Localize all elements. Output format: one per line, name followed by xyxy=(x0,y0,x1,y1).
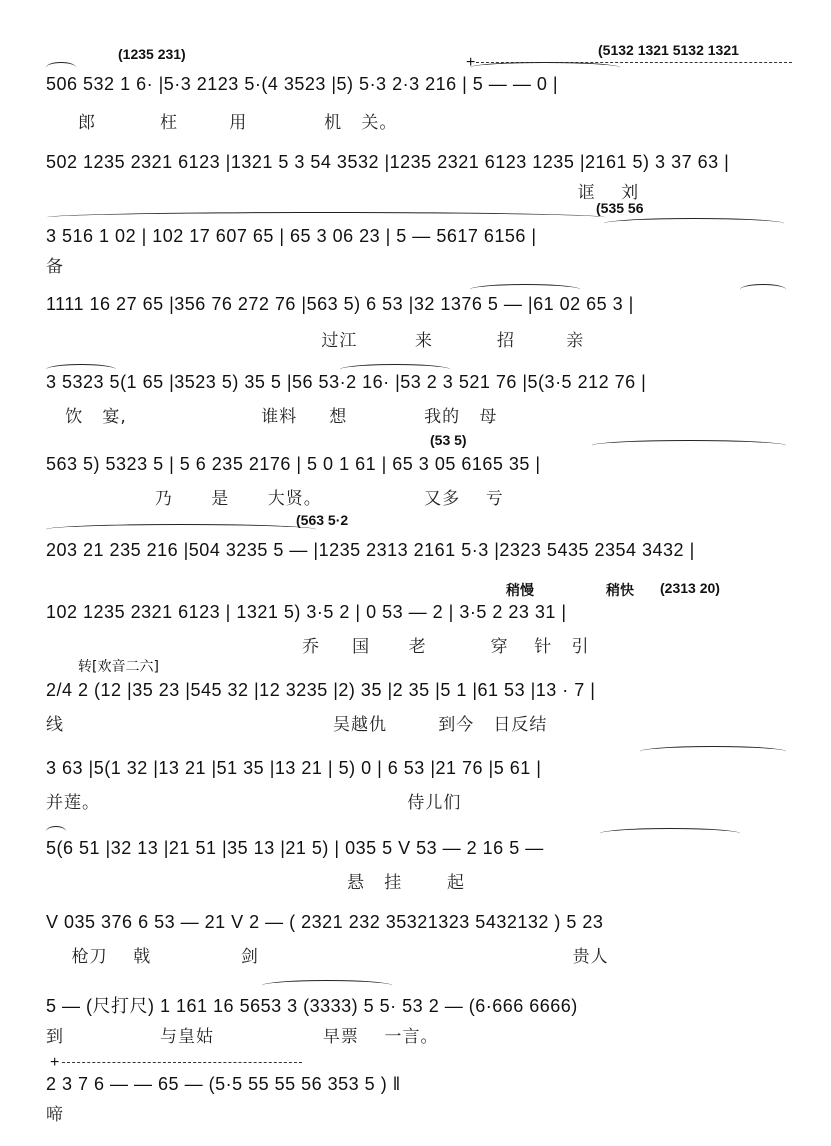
slur-icon xyxy=(46,524,316,535)
plus-mark-icon: + xyxy=(466,54,476,71)
slur-icon xyxy=(470,62,620,73)
notation-line: 502 1235 2321 6123 |1321 5 3 54 3532 |1235 2321 6123 1235 |2161 5) 3 37 63 | xyxy=(46,152,730,172)
slur-icon xyxy=(262,980,392,991)
annotation: (1235 231) xyxy=(118,46,186,62)
slur-icon xyxy=(592,440,786,451)
notation-line: 563 5) 5323 5 | 5 6 235 2176 | 5 0 1 61 | 65 3 05 6165 35 | xyxy=(46,454,541,474)
notation-line: 102 1235 2321 6123 | 1321 5) 3·5 2 | 0 53 — 2 | 3·5 2 23 31 | xyxy=(46,602,567,622)
lyric-line: 郎 枉 用 机 关。 xyxy=(46,113,398,133)
lyric-line: 诓 刘 xyxy=(46,183,640,203)
slur-icon xyxy=(640,746,786,757)
notation-line: 1111 16 27 65 |356 76 272 76 |563 5) 6 53 |32 1376 5 — |61 02 65 3 | xyxy=(46,294,634,314)
lyric-line: 线 吴越仇 到今 日反结 xyxy=(46,715,548,735)
annotation: (53 5) xyxy=(430,432,467,448)
plus-mark-icon: + xyxy=(50,1054,60,1071)
annotation: (5132 1321 5132 1321 xyxy=(598,42,739,58)
lyric-line: 饮 宴, 谁料 想 我的 母 xyxy=(46,407,498,427)
annotation: (563 5·2 xyxy=(296,512,349,528)
notation-line: 203 21 235 216 |504 3235 5 — |1235 2313 2161 5·3 |2323 5435 2354 3432 | xyxy=(46,540,695,560)
slur-icon xyxy=(46,212,606,223)
slur-icon xyxy=(46,62,76,73)
lyric-line: 悬 挂 起 xyxy=(46,873,466,893)
notation-line: 3 516 1 02 | 102 17 607 65 | 65 3 06 23 | 5 — 5617 6156 | xyxy=(46,226,537,246)
notation-line: 3 5323 5(1 65 |3523 5) 35 5 |56 53·2 16· |53 2 3 521 76 |5(3·5 212 76 | xyxy=(46,372,647,392)
tempo-marking: 稍快 xyxy=(606,582,634,598)
lyric-line: 备 xyxy=(46,257,64,277)
notation-line: V 035 376 6 53 — 21 V 2 — ( 2321 232 35321323 5432132 ) 5 23 xyxy=(46,912,604,932)
lyric-line: 枪刀 戟 剑 贵人 xyxy=(46,947,609,967)
section-label: 转[欢音二六] xyxy=(78,659,159,675)
notation-line: 5(6 51 |32 13 |21 51 |35 13 |21 5) | 035 5 V 53 — 2 16 5 — xyxy=(46,838,544,858)
lyric-line: 乃 是 大贤。 又多 亏 xyxy=(46,489,504,509)
lyric-line: 到 与皇姑 早票 一言。 xyxy=(46,1027,439,1047)
notation-line: 2/4 2 (12 |35 23 |545 32 |12 3235 |2) 35 |2 35 |5 1 |61 53 |13 · 7 | xyxy=(46,680,596,700)
notation-line: 5 — (尺打尺) 1 161 16 5653 3 (3333) 5 5· 53 2 — (6·666 6666) xyxy=(46,996,578,1016)
lyric-line: 啼 xyxy=(46,1105,64,1125)
dashed-line xyxy=(62,1062,302,1063)
annotation: (535 56 xyxy=(596,200,644,216)
lyric-line: 并莲。 侍儿们 xyxy=(46,793,462,813)
notation-line: 3 63 |5(1 32 |13 21 |51 35 |13 21 | 5) 0 | 6 53 |21 76 |5 61 | xyxy=(46,758,542,778)
notation-line: 2 3 7 6 — — 65 — (5·5 55 55 56 353 5 ) ‖ xyxy=(46,1074,401,1094)
lyric-line: 过江 来 招 亲 xyxy=(46,331,585,351)
notation-line: 506 532 1 6· |5·3 2123 5·(4 3523 |5) 5·3 2·3 216 | 5 — — 0 | xyxy=(46,74,559,94)
lyric-line: 乔 国 老 穿 针 引 xyxy=(46,637,590,657)
slur-icon xyxy=(46,826,66,837)
annotation: (2313 20) xyxy=(660,580,720,596)
tempo-marking: 稍慢 xyxy=(506,582,534,598)
